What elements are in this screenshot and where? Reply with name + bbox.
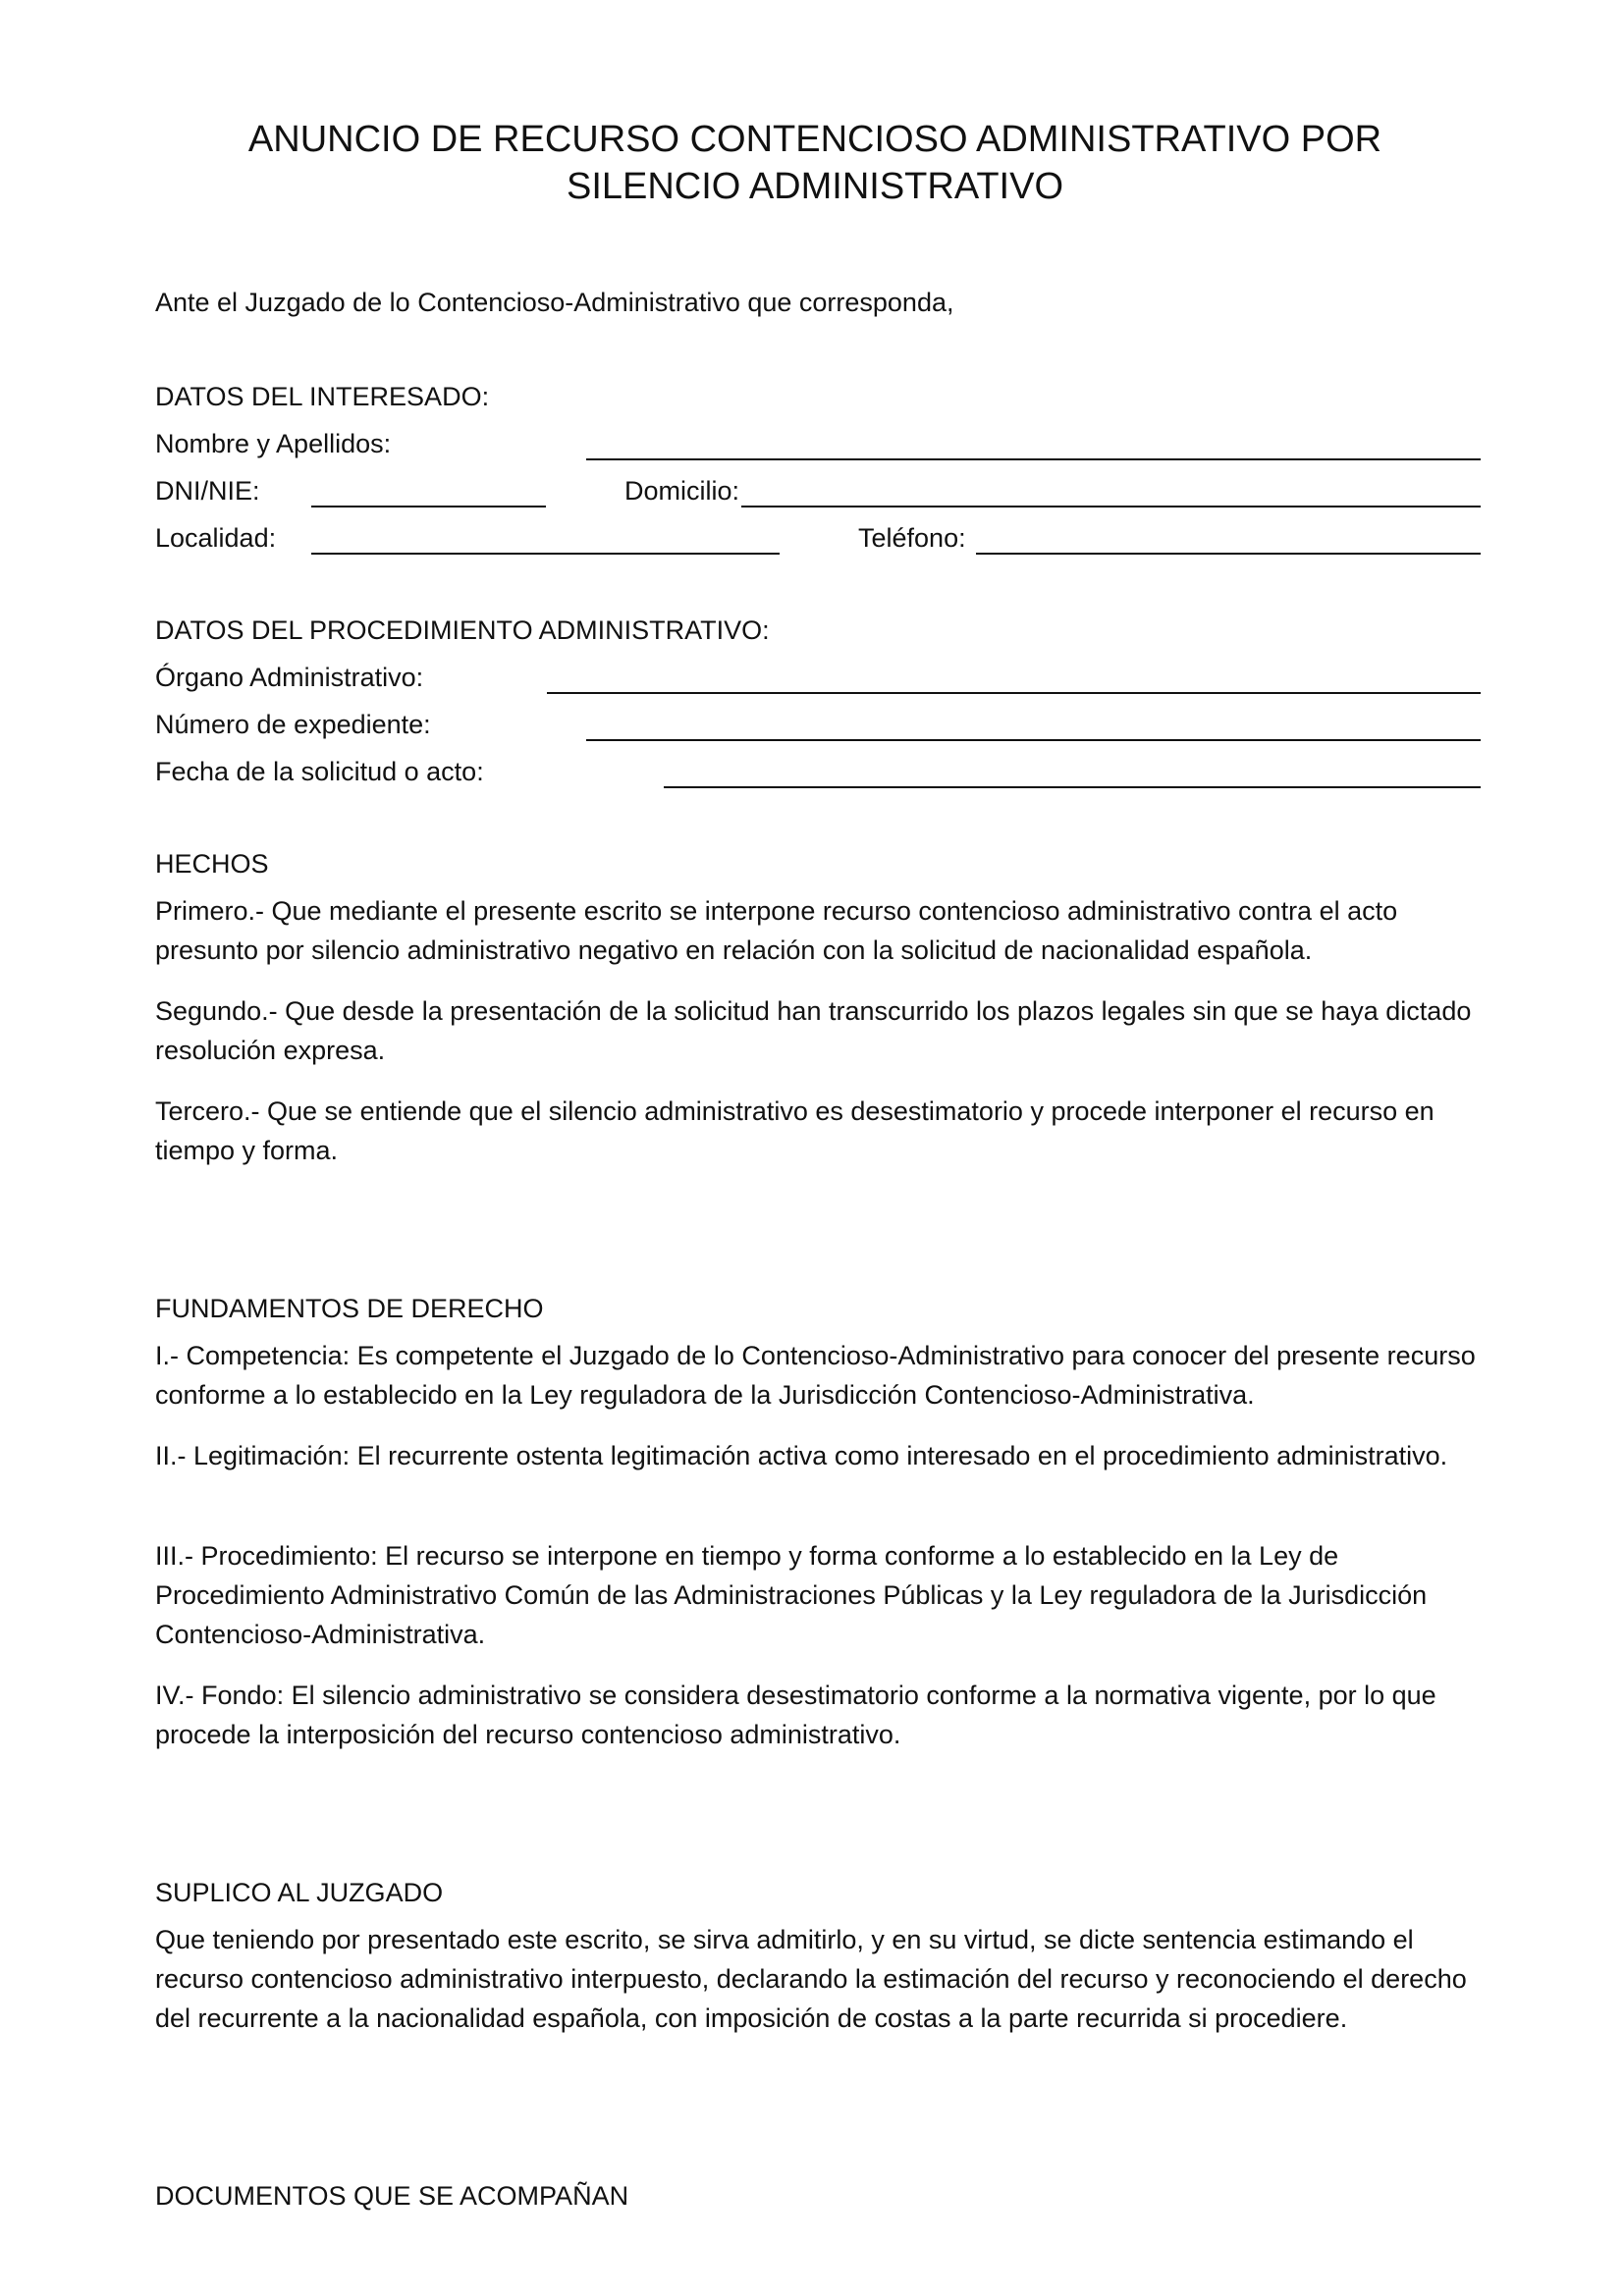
domicilio-label: Domicilio: — [624, 476, 740, 506]
fundamento-ii: II.- Legitimación: El recurrente ostenta legitimación activa como interesado en el procedimiento administrativo. — [155, 1441, 1448, 1470]
title-line-1: ANUNCIO DE RECURSO CONTENCIOSO ADMINISTRATIVO POR — [247, 119, 1382, 160]
nombre-field[interactable] — [586, 458, 1481, 460]
organo-field[interactable] — [547, 692, 1481, 694]
fundamento-i: I.- Competencia: Es competente el Juzgado de lo Contencioso-Administrativo para conocer del presente recurso conforme a lo establecido en la Ley reguladora de la Jurisdicción Contencioso-Administrativa. — [155, 1341, 1476, 1410]
hecho-primero: Primero.- Que mediante el presente escrito se interpone recurso contencioso administrativo contra el acto presunto por silencio administrativo negativo en relación con la solicitud de nacionalidad española. — [155, 896, 1398, 965]
document-title — [157, 116, 1473, 210]
fecha-label: Fecha de la solicitud o acto: — [155, 757, 484, 786]
fundamentos-heading: FUNDAMENTOS DE DERECHO — [155, 1294, 544, 1323]
procedimiento-heading: DATOS DEL PROCEDIMIENTO ADMINISTRATIVO: — [155, 615, 770, 645]
localidad-label: Localidad: — [155, 523, 277, 553]
nombre-label: Nombre y Apellidos: — [155, 429, 392, 458]
suplico-heading: SUPLICO AL JUZGADO — [155, 1878, 444, 1907]
expediente-field[interactable] — [586, 739, 1481, 741]
fundamento-iv: IV.- Fondo: El silencio administrativo se considera desestimatorio conforme a la normativa vigente, por lo que procede la interposición del recurso contencioso administrativo. — [155, 1681, 1436, 1749]
documentos-heading: DOCUMENTOS QUE SE ACOMPAÑAN — [155, 2181, 629, 2211]
hecho-segundo: Segundo.- Que desde la presentación de la solicitud han transcurrido los plazos legales sin que se haya dictado resolución expresa. — [155, 996, 1472, 1065]
suplico-text: Que teniendo por presentado este escrito, se sirva admitirlo, y en su virtud, se dicte sentencia estimando el recurso contencioso administrativo interpuesto, declarando la estimación del recurso y reconociendo el derecho del recurrente a la nacionalidad española, con imposición de costas a la parte recurrida si procediere. — [155, 1925, 1467, 2033]
localidad-field[interactable] — [311, 553, 780, 555]
hecho-tercero: Tercero.- Que se entiende que el silencio administrativo es desestimatorio y procede interponer el recurso en tiempo y forma. — [155, 1096, 1435, 1165]
dni-field[interactable] — [311, 506, 546, 507]
organo-label: Órgano Administrativo: — [155, 663, 424, 692]
hechos-heading: HECHOS — [155, 849, 269, 879]
fecha-field[interactable] — [664, 786, 1481, 788]
expediente-label: Número de expediente: — [155, 710, 431, 739]
interesado-heading: DATOS DEL INTERESADO: — [155, 382, 490, 411]
addressee: Ante el Juzgado de lo Contencioso-Administrativo que corresponda, — [155, 288, 954, 317]
telefono-label: Teléfono: — [858, 523, 966, 553]
telefono-field[interactable] — [976, 553, 1481, 555]
domicilio-field[interactable] — [741, 506, 1481, 507]
dni-label: DNI/NIE: — [155, 476, 260, 506]
fundamento-iii: III.- Procedimiento: El recurso se interpone en tiempo y forma conforme a lo establecido en la Ley de Procedimiento Administrativo Común de las Administraciones Públicas y la Ley reguladora de la Jurisdicción Contencioso-Administrativa. — [155, 1541, 1428, 1649]
title-line-2: SILENCIO ADMINISTRATIVO — [566, 166, 1064, 207]
